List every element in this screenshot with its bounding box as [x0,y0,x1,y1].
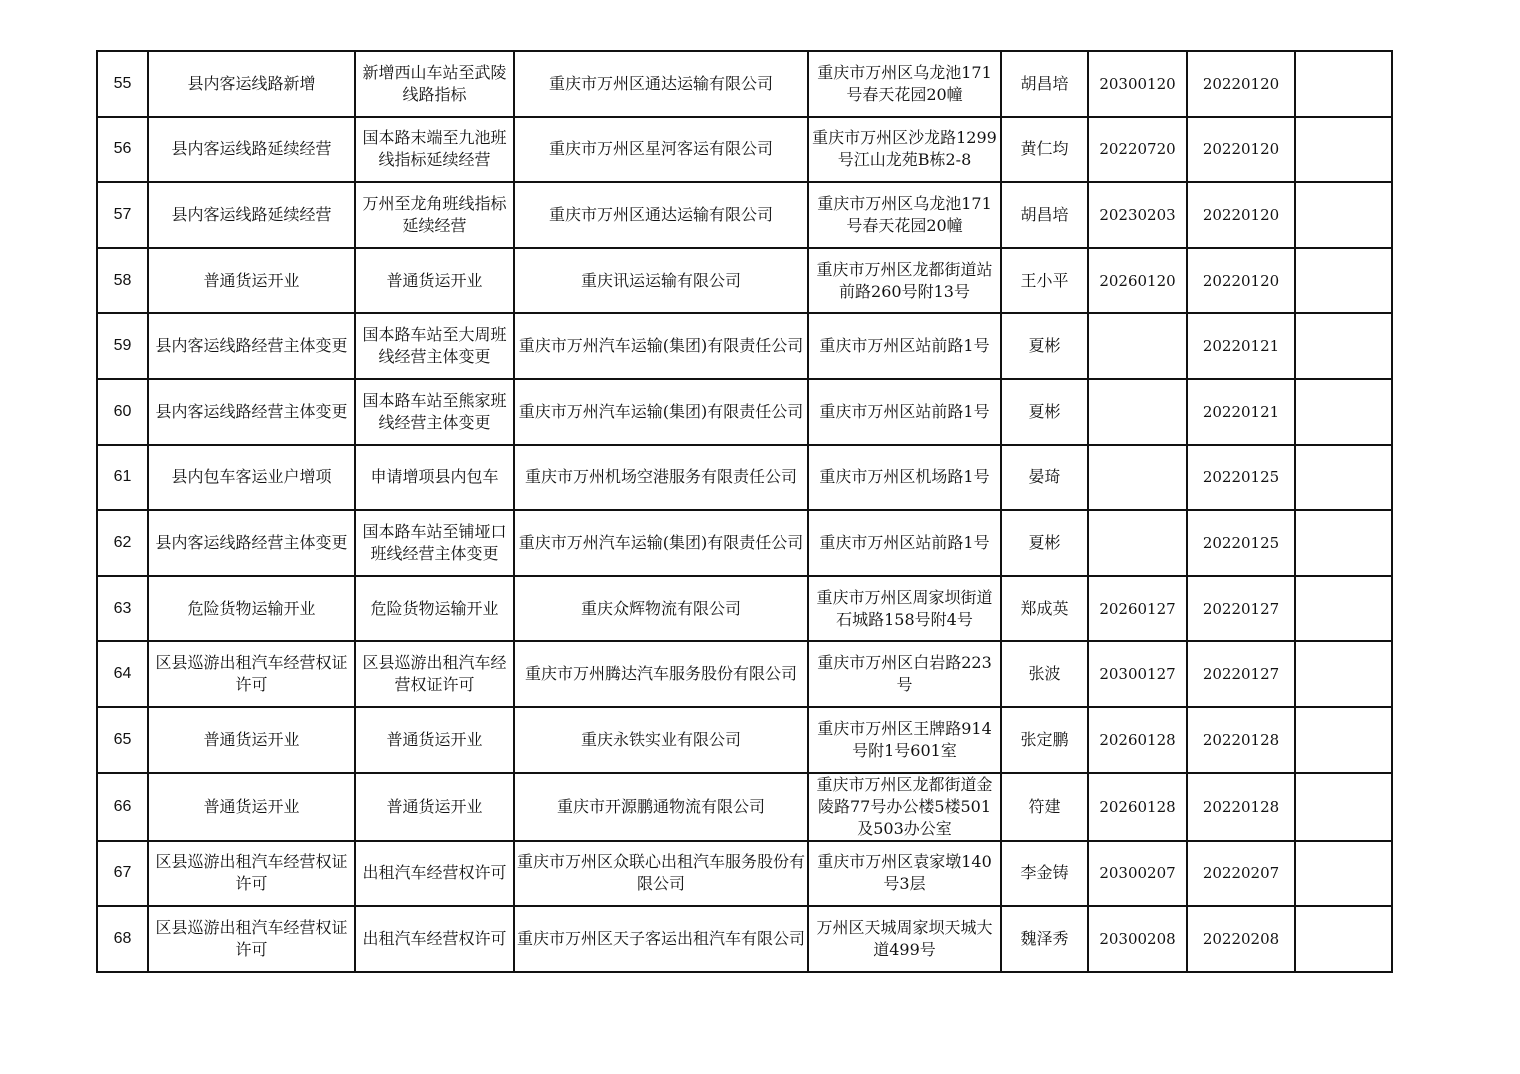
cell-license-item: 普通货运开业 [148,773,355,841]
cell-number: 67 [97,841,148,907]
cell-expiry-date [1088,510,1187,576]
cell-license-item: 普通货运开业 [148,248,355,314]
cell-expiry-date: 20300208 [1088,906,1187,972]
cell-remark [1295,117,1392,183]
cell-license-detail: 新增西山车站至武陵线路指标 [355,51,514,117]
cell-number: 61 [97,445,148,511]
cell-number: 59 [97,313,148,379]
cell-expiry-date: 20260128 [1088,707,1187,773]
cell-issue-date: 20220120 [1187,248,1295,314]
cell-license-item: 区县巡游出租汽车经营权证许可 [148,841,355,907]
cell-remark [1295,51,1392,117]
cell-remark [1295,707,1392,773]
cell-company-address: 重庆市万州区机场路1号 [808,445,1001,511]
cell-license-item: 县内客运线路经营主体变更 [148,313,355,379]
cell-expiry-date [1088,313,1187,379]
cell-license-detail: 危险货物运输开业 [355,576,514,642]
cell-company-address: 重庆市万州区王牌路914号附1号601室 [808,707,1001,773]
cell-number: 66 [97,773,148,841]
cell-company-address: 重庆市万州区站前路1号 [808,313,1001,379]
cell-number: 55 [97,51,148,117]
cell-legal-representative: 胡昌培 [1001,182,1088,248]
cell-license-item: 县内客运线路延续经营 [148,182,355,248]
cell-legal-representative: 黄仁均 [1001,117,1088,183]
cell-number: 68 [97,906,148,972]
cell-expiry-date: 20300207 [1088,841,1187,907]
table-row [97,379,1392,445]
cell-expiry-date: 20220720 [1088,117,1187,183]
cell-license-detail: 普通货运开业 [355,707,514,773]
cell-company-address: 重庆市万州区白岩路223号 [808,641,1001,707]
table-row [97,641,1392,707]
cell-number: 65 [97,707,148,773]
cell-remark [1295,641,1392,707]
cell-legal-representative: 夏彬 [1001,379,1088,445]
cell-company-address: 重庆市万州区袁家墩140号3层 [808,841,1001,907]
cell-issue-date: 20220207 [1187,841,1295,907]
cell-legal-representative: 郑成英 [1001,576,1088,642]
cell-remark [1295,841,1392,907]
cell-company-address: 重庆市万州区站前路1号 [808,379,1001,445]
table-row [97,576,1392,642]
cell-company-name: 重庆众辉物流有限公司 [514,576,808,642]
cell-license-item: 县内包车客运业户增项 [148,445,355,511]
cell-issue-date: 20220121 [1187,379,1295,445]
cell-license-detail: 出租汽车经营权许可 [355,906,514,972]
cell-license-detail: 出租汽车经营权许可 [355,841,514,907]
cell-legal-representative: 胡昌培 [1001,51,1088,117]
cell-number: 60 [97,379,148,445]
cell-number: 62 [97,510,148,576]
cell-legal-representative: 王小平 [1001,248,1088,314]
cell-company-name: 重庆市开源鹏通物流有限公司 [514,773,808,841]
cell-company-address: 重庆市万州区乌龙池171号春天花园20幢 [808,51,1001,117]
cell-remark [1295,182,1392,248]
cell-remark [1295,576,1392,642]
cell-company-address: 重庆市万州区龙都街道站前路260号附13号 [808,248,1001,314]
cell-legal-representative: 张波 [1001,641,1088,707]
cell-expiry-date: 20260128 [1088,773,1187,841]
cell-expiry-date: 20300127 [1088,641,1187,707]
cell-company-address: 重庆市万州区龙都街道金陵路77号办公楼5楼501及503办公室 [808,773,1001,841]
cell-remark [1295,445,1392,511]
cell-company-address: 重庆市万州区乌龙池171号春天花园20幢 [808,182,1001,248]
cell-company-name: 重庆市万州区天子客运出租汽车有限公司 [514,906,808,972]
cell-number: 63 [97,576,148,642]
cell-number: 57 [97,182,148,248]
cell-company-name: 重庆市万州汽车运输(集团)有限责任公司 [514,510,808,576]
cell-remark [1295,773,1392,841]
table-row [97,773,1392,841]
cell-company-address: 重庆市万州区周家坝街道石城路158号附4号 [808,576,1001,642]
cell-license-detail: 国本路车站至熊家班线经营主体变更 [355,379,514,445]
cell-issue-date: 20220128 [1187,773,1295,841]
cell-issue-date: 20220128 [1187,707,1295,773]
cell-license-detail: 申请增项县内包车 [355,445,514,511]
cell-issue-date: 20220121 [1187,313,1295,379]
table-row [97,510,1392,576]
table-row [97,182,1392,248]
cell-license-item: 区县巡游出租汽车经营权证许可 [148,641,355,707]
cell-company-address: 重庆市万州区沙龙路1299号江山龙苑B栋2-8 [808,117,1001,183]
cell-license-detail: 国本路车站至铺垭口班线经营主体变更 [355,510,514,576]
cell-issue-date: 20220208 [1187,906,1295,972]
cell-number: 58 [97,248,148,314]
cell-remark [1295,906,1392,972]
table-row [97,248,1392,314]
cell-company-name: 重庆市万州汽车运输(集团)有限责任公司 [514,313,808,379]
cell-company-name: 重庆市万州腾达汽车服务股份有限公司 [514,641,808,707]
cell-company-name: 重庆市万州区众联心出租汽车服务股份有限公司 [514,841,808,907]
cell-license-detail: 万州至龙角班线指标延续经营 [355,182,514,248]
cell-legal-representative: 符建 [1001,773,1088,841]
cell-issue-date: 20220120 [1187,51,1295,117]
cell-number: 56 [97,117,148,183]
cell-license-detail: 国本路车站至大周班线经营主体变更 [355,313,514,379]
cell-license-item: 县内客运线路经营主体变更 [148,379,355,445]
cell-issue-date: 20220127 [1187,576,1295,642]
cell-legal-representative: 张定鹏 [1001,707,1088,773]
cell-license-item: 普通货运开业 [148,707,355,773]
cell-expiry-date [1088,445,1187,511]
cell-remark [1295,248,1392,314]
table-row [97,117,1392,183]
cell-remark [1295,313,1392,379]
cell-license-detail: 区县巡游出租汽车经营权证许可 [355,641,514,707]
cell-company-name: 重庆市万州汽车运输(集团)有限责任公司 [514,379,808,445]
cell-issue-date: 20220125 [1187,445,1295,511]
cell-remark [1295,379,1392,445]
table-row [97,51,1392,117]
cell-legal-representative: 夏彬 [1001,313,1088,379]
table-row [97,906,1392,972]
cell-issue-date: 20220127 [1187,641,1295,707]
cell-license-item: 县内客运线路新增 [148,51,355,117]
table-row [97,445,1392,511]
cell-company-name: 重庆市万州区星河客运有限公司 [514,117,808,183]
cell-license-detail: 普通货运开业 [355,248,514,314]
cell-expiry-date: 20260127 [1088,576,1187,642]
cell-license-item: 危险货物运输开业 [148,576,355,642]
cell-company-name: 重庆市万州区通达运输有限公司 [514,51,808,117]
cell-company-name: 重庆市万州区通达运输有限公司 [514,182,808,248]
table-row [97,313,1392,379]
cell-issue-date: 20220125 [1187,510,1295,576]
cell-company-name: 重庆讯运运输有限公司 [514,248,808,314]
table-row [97,841,1392,907]
cell-company-name: 重庆市万州机场空港服务有限责任公司 [514,445,808,511]
permit-table [96,50,1393,973]
cell-company-name: 重庆永铁实业有限公司 [514,707,808,773]
cell-company-address: 重庆市万州区站前路1号 [808,510,1001,576]
cell-license-item: 区县巡游出租汽车经营权证许可 [148,906,355,972]
table-row [97,707,1392,773]
cell-issue-date: 20220120 [1187,117,1295,183]
cell-number: 64 [97,641,148,707]
cell-issue-date: 20220120 [1187,182,1295,248]
cell-license-item: 县内客运线路经营主体变更 [148,510,355,576]
cell-license-detail: 国本路末端至九池班线指标延续经营 [355,117,514,183]
cell-expiry-date: 20230203 [1088,182,1187,248]
cell-license-item: 县内客运线路延续经营 [148,117,355,183]
cell-company-address: 万州区天城周家坝天城大道499号 [808,906,1001,972]
cell-license-detail: 普通货运开业 [355,773,514,841]
cell-expiry-date [1088,379,1187,445]
table-body [97,51,1392,972]
cell-legal-representative: 晏琦 [1001,445,1088,511]
cell-legal-representative: 李金铸 [1001,841,1088,907]
cell-legal-representative: 夏彬 [1001,510,1088,576]
cell-remark [1295,510,1392,576]
cell-legal-representative: 魏泽秀 [1001,906,1088,972]
cell-expiry-date: 20260120 [1088,248,1187,314]
cell-expiry-date: 20300120 [1088,51,1187,117]
